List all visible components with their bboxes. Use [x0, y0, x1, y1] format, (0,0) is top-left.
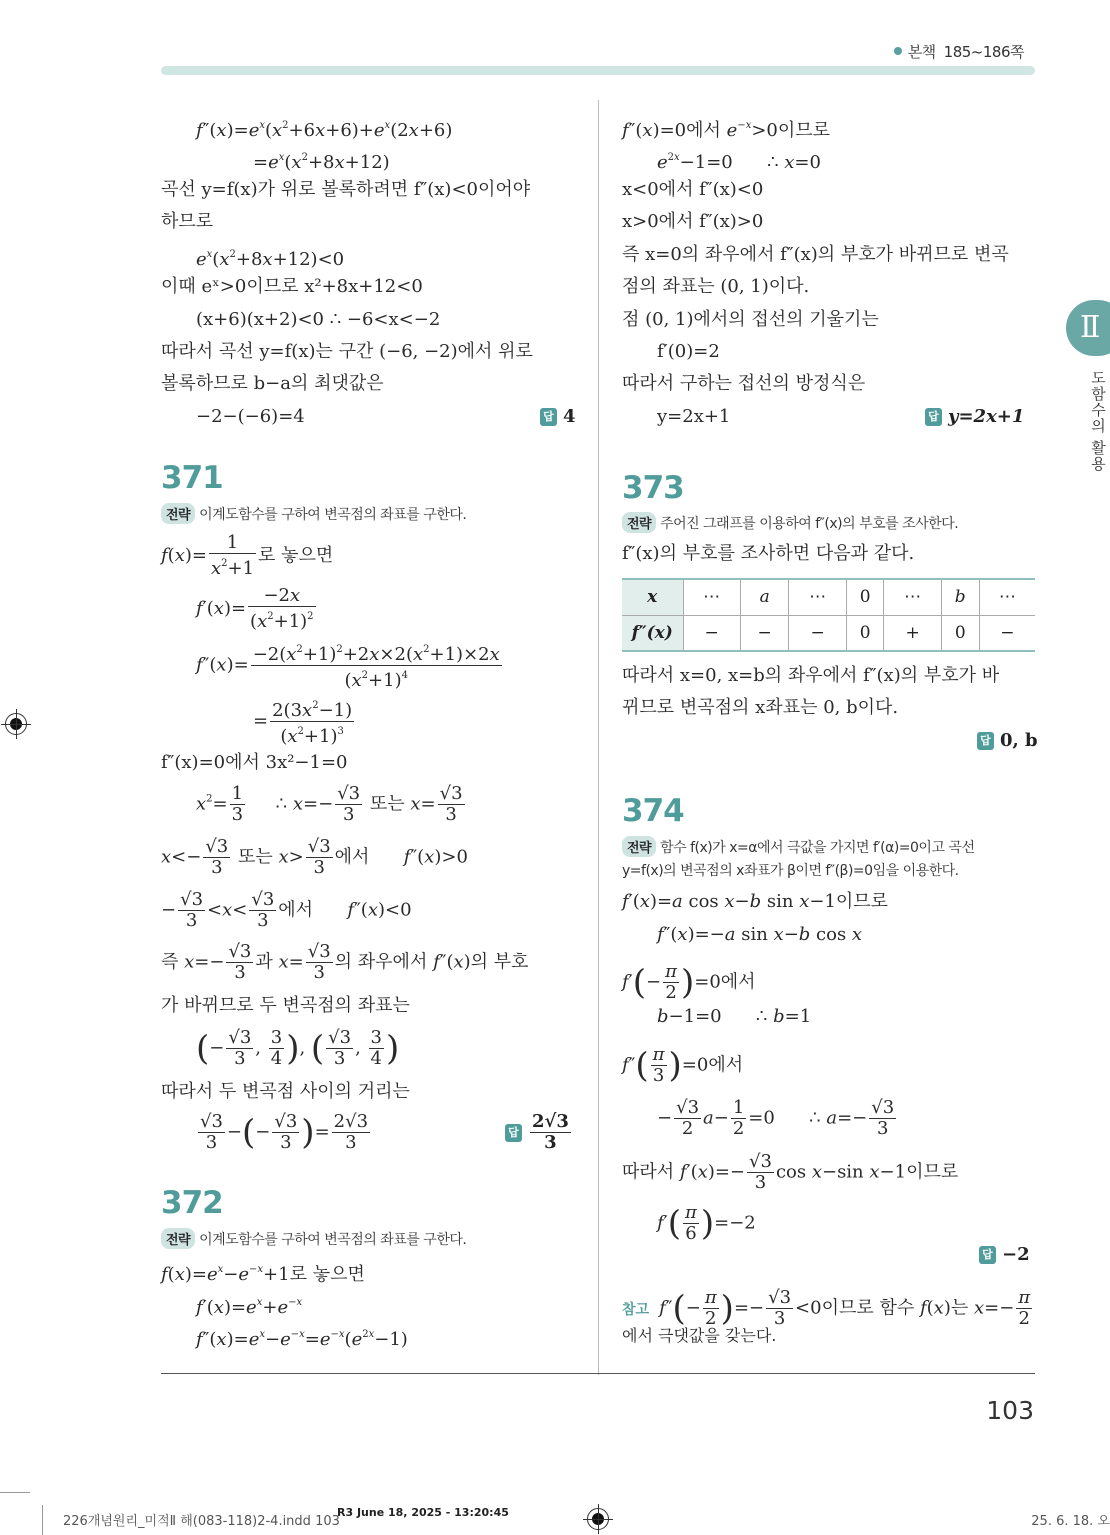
math-line: f″(x)=−a sin x−b cos x	[657, 924, 863, 945]
answer-badge: 답	[977, 732, 994, 750]
footer-timestamp: R3 June 18, 2025 - 13:20:45	[337, 1506, 509, 1519]
math-line: f″(x)= $\frac{-2(x^2+1)^2+2x\times 2(x^2+1)\times 2x}{(x^2+1)^4}$	[196, 640, 504, 691]
answer: 답 −2	[979, 1244, 1030, 1265]
math-line: f″(x)=0에서 $e^{-x}>0$이므로	[622, 120, 831, 141]
text-line: 점의 좌표는 (0, 1)이다.	[622, 276, 810, 297]
table-cell: −	[683, 615, 740, 651]
math-line: f″(x)=0에서 3x²−1=0	[161, 752, 348, 773]
table-cell: a	[740, 579, 789, 615]
math-line: 즉 x=− $\frac{√3}{3}$ 과 x= $\frac{√3}{3}$ 의 좌우에서 f″(x)의 부호	[161, 941, 529, 983]
strategy-tag: 전략	[622, 836, 656, 857]
note-line: 에서 극댓값을 갖는다.	[622, 1326, 777, 1345]
table-cell: ⋯	[789, 579, 846, 615]
row-header: x	[622, 579, 683, 615]
table-cell: −	[979, 615, 1035, 651]
math-line: $e^x(x^2+8x+12)<0$	[196, 249, 345, 270]
note-line: 참고 f″(− $\frac{\pi}{2}$ )=− $\frac{√3}{3}$ <0이므로 함수 f(x)는 x=− $\frac{\pi}{2}$	[622, 1287, 1031, 1329]
strategy: 전략 이계도함수를 구하여 변곡점의 좌표를 구한다.	[161, 503, 466, 524]
math-line: f′( $\frac{\pi}{6}$ )=−2	[657, 1202, 756, 1244]
problem-number: 373	[622, 470, 684, 506]
math-line: $=e^x(x^2+8x+12)$	[253, 152, 390, 173]
crop-mark	[0, 1492, 30, 1493]
math-line: 따라서 f′(x)=− $\frac{√3}{3}$ cos x−sin x−1이므로	[622, 1151, 959, 1193]
footer-date: 25. 6. 18. 오	[1031, 1514, 1110, 1529]
table-cell: −	[740, 615, 789, 651]
crop-mark	[42, 1505, 43, 1535]
strategy: 전략 주어진 그래프를 이용하여 f″(x)의 부호를 조사한다.	[622, 512, 958, 533]
text-line: 뀌므로 변곡점의 x좌표는 0, b이다.	[622, 697, 899, 718]
math-line: = $\frac{2(3x^2-1)}{(x^2+1)^3}$	[253, 696, 356, 747]
registration-mark-icon	[5, 713, 27, 735]
text-line: 따라서 두 변곡점 사이의 거리는	[161, 1081, 410, 1102]
math-line: −2−(−6)=4	[196, 406, 305, 427]
math-line: $\frac{√3}{3}$ −(− $\frac{√3}{3}$ )= $\frac{2√3}{3}$	[200, 1111, 369, 1153]
answer-badge: 답	[505, 1124, 522, 1142]
text-line: 점 (0, 1)에서의 접선의 기울기는	[622, 309, 879, 330]
math-line: $f(x)=e^x-e^{-x}+1$로 놓으면	[161, 1264, 365, 1285]
table-cell: 0	[846, 615, 884, 651]
text-line: 볼록하므로 b−a의 최댓값은	[161, 373, 384, 394]
column-divider	[598, 100, 599, 1375]
answer: 답 $\frac{2√3}{3}$	[505, 1112, 573, 1153]
math-line: f″( $\frac{\pi}{3}$ )=0에서	[622, 1044, 744, 1086]
answer: 답 y=2x+1	[925, 406, 1024, 427]
header-bar	[161, 66, 1035, 75]
table-cell: 0	[941, 615, 979, 651]
math-line: x>0에서 f″(x)>0	[622, 211, 764, 232]
table-row	[622, 579, 1035, 615]
textbook-page-reference: 본책 185~186쪽	[894, 41, 1024, 62]
math-line: f′(x)= $\frac{-2x}{(x^2+1)^2}$	[196, 585, 314, 632]
problem-number: 372	[161, 1185, 223, 1221]
math-line: f(x)= $\frac{1}{x^2+1}$ 로 놓으면	[161, 532, 334, 579]
table-cell: 0	[846, 579, 884, 615]
text-line: 가 바뀌므로 두 변곡점의 좌표는	[161, 995, 410, 1016]
table-cell: ⋯	[683, 579, 740, 615]
text-line: 따라서 x=0, x=b의 좌우에서 f″(x)의 부호가 바	[622, 665, 1000, 686]
math-line: − $\frac{√3}{2}$ a− $\frac{1}{2}$ =0 ∴ a=− $\frac{√3}{3}$	[657, 1097, 895, 1139]
answer-badge: 답	[925, 408, 942, 426]
math-line: $e^{2x}-1=0$ ∴ x=0	[657, 152, 821, 173]
strategy-tag: 전략	[161, 503, 195, 524]
sign-table	[622, 578, 1035, 652]
text-line: 따라서 구하는 접선의 방정식은	[622, 373, 866, 394]
problem-number: 371	[161, 460, 223, 496]
problem-number: 374	[622, 793, 684, 829]
answer: 답 4	[540, 406, 576, 427]
bottom-rule	[161, 1373, 1035, 1374]
strategy-tag: 전략	[161, 1228, 195, 1249]
answer: 답 0, b	[977, 730, 1038, 751]
strategy: 전략 이계도함수를 구하여 변곡점의 좌표를 구한다.	[161, 1228, 466, 1249]
bullet-icon	[894, 47, 902, 55]
text-line: 따라서 곡선 y=f(x)는 구간 (−6, −2)에서 위로	[161, 341, 533, 362]
math-line: b−1=0 ∴ b=1	[657, 1006, 812, 1027]
text-line: 하므로	[161, 211, 214, 232]
table-cell: +	[884, 615, 941, 651]
math-line: x<− $\frac{√3}{3}$ 또는 x> $\frac{√3}{3}$ 에서 f″(x)>0	[161, 836, 468, 878]
math-line: − $\frac{√3}{3}$ <x< $\frac{√3}{3}$ 에서 f″(x)<0	[161, 889, 412, 931]
answer-badge: 답	[979, 1246, 996, 1264]
table-row	[622, 615, 1035, 651]
math-line: x<0에서 f″(x)<0	[622, 179, 764, 200]
table-cell: −	[789, 615, 846, 651]
math-line: $f''(x)=e^x-e^{-x}=e^{-x}(e^{2x}-1)$	[196, 1329, 408, 1350]
math-line: (x+6)(x+2)<0 ∴ −6<x<−2	[196, 309, 441, 330]
footer-file-name: 226개념원리_미적Ⅱ 해(083-118)2-4.indd 103	[63, 1514, 340, 1529]
page-number: 103	[986, 1396, 1034, 1425]
table-cell: b	[941, 579, 979, 615]
math-line: $f''(x)=e^x(x^2+6x+6)+e^x(2x+6)$	[196, 120, 453, 141]
strategy: 전략 함수 f(x)가 x=α에서 극값을 가지면 f′(α)=0이고 곡선	[622, 836, 974, 857]
strategy-tag: 전략	[622, 512, 656, 533]
text-line: 곡선 y=f(x)가 위로 볼록하려면 f″(x)<0이어야	[161, 179, 531, 200]
row-header: f″(x)	[622, 615, 683, 651]
chapter-title: 도함수의 활용	[1089, 370, 1107, 472]
math-line: $x^2=$ $\frac{1}{3}$ ∴ x=− $\frac{√3}{3}$ 또는 x= $\frac{√3}{3}$	[196, 783, 463, 825]
math-line: f′(0)=2	[657, 341, 720, 362]
text-line: 이때 eˣ>0이므로 x²+8x+12<0	[161, 276, 423, 297]
math-line: f′(− $\frac{\pi}{2}$ )=0에서	[622, 961, 756, 1003]
answer-badge: 답	[540, 408, 557, 426]
strategy: y=f(x)의 변곡점의 x좌표가 β이면 f″(β)=0임을 이용한다.	[622, 863, 959, 879]
math-line: y=2x+1	[657, 406, 731, 427]
math-line: f′(x)=a cos x−b sin x−1이므로	[622, 891, 889, 912]
note-tag: 참고	[622, 1301, 650, 1318]
table-cell: ⋯	[884, 579, 941, 615]
text-line: 즉 x=0의 좌우에서 f″(x)의 부호가 바뀌므로 변곡	[622, 244, 1009, 265]
math-line: (− $\frac{√3}{3}$ , $\frac{3}{4}$ ), ( $\frac{√3}{3}$ , $\frac{3}{4}$ )	[196, 1027, 400, 1069]
text-line: f″(x)의 부호를 조사하면 다음과 같다.	[622, 543, 915, 564]
chapter-tab[interactable]: Ⅱ	[1066, 300, 1110, 356]
math-line: $f'(x)=e^x+e^{-x}$	[196, 1297, 303, 1318]
table-cell: ⋯	[979, 579, 1035, 615]
registration-mark-icon	[587, 1508, 609, 1530]
